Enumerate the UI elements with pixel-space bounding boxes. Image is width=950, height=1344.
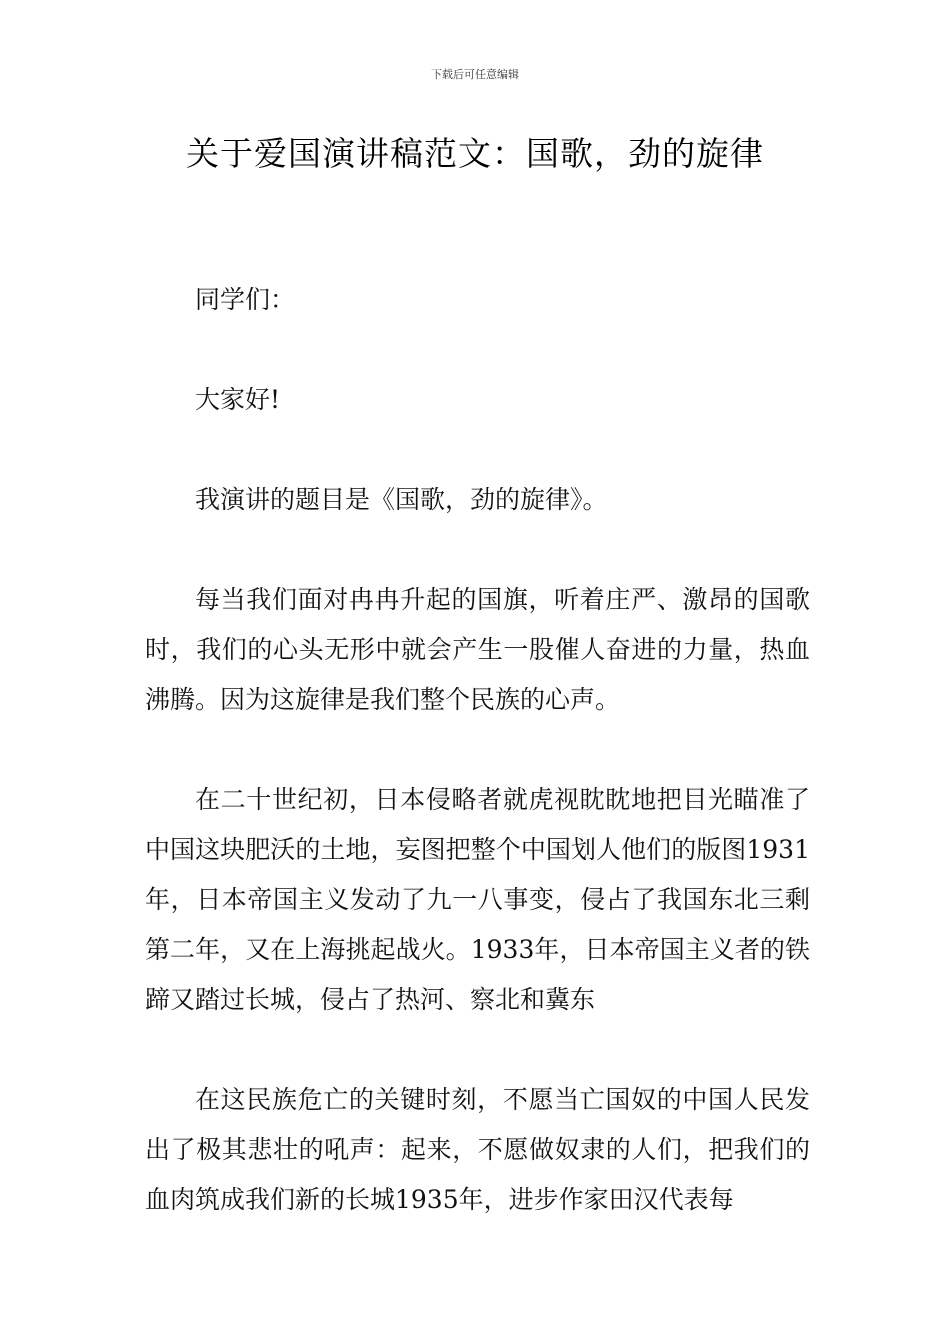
document-body xyxy=(145,275,810,1275)
paragraph-greeting: 同学们： xyxy=(195,285,296,314)
paragraph-history: 在二十世纪初，日本侵略者就虎视眈眈地把目光瞄准了中国这块肥沃的土地，妄图把整个中国划人他们的版图1931年，日本帝国主义发动了九一八事变，侵占了我国东北三剩第二年，又在上海挑起战火。1933年，日本帝国主义者的铁蹄又踏过长城，侵占了热河、察北和冀东 xyxy=(145,785,810,1014)
paragraph-hello: 大家好! xyxy=(195,385,281,414)
paragraph-anthem-feeling: 每当我们面对冉冉升起的国旗，听着庄严、激昂的国歌时，我们的心头无形中就会产生一股催人奋进的力量，热血沸腾。因为这旋律是我们整个民族的心声。 xyxy=(145,585,810,714)
page-title: 关于爱国演讲稿范文：国歌，劲的旋律 xyxy=(186,134,764,173)
header-note: 下载后可任意编辑 xyxy=(431,68,519,81)
paragraph-topic: 我演讲的题目是《国歌，劲的旋律》。 xyxy=(195,485,608,514)
paragraph-crisis: 在这民族危亡的关键时刻，不愿当亡国奴的中国人民发出了极其悲壮的吼声：起来，不愿做奴隶的人们，把我们的血肉筑成我们新的长城1935年，进步作家田汉代表每 xyxy=(145,1085,810,1214)
